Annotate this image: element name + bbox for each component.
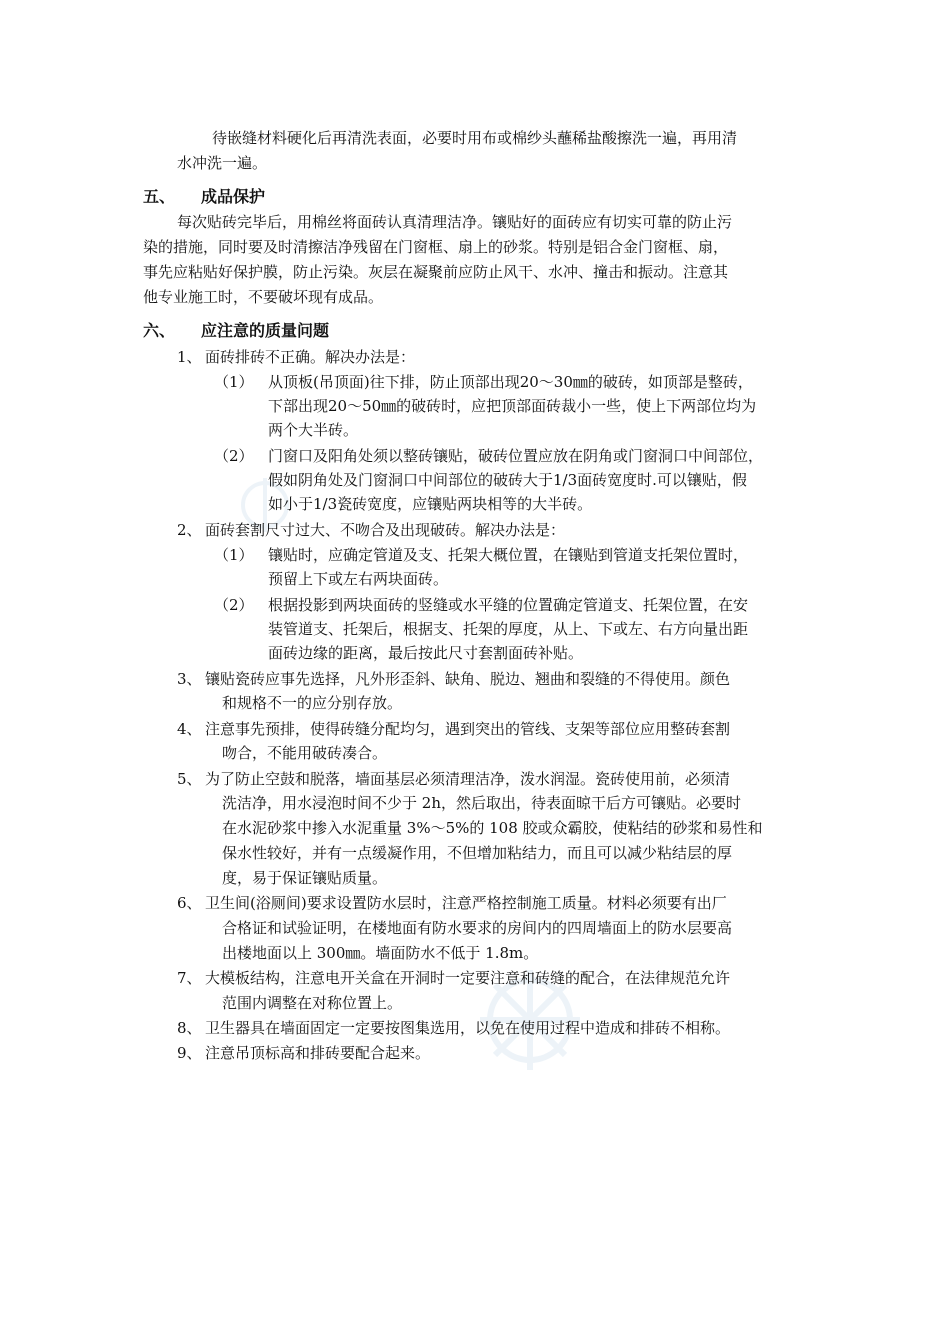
item-2-line-1: 面砖套割尺寸过大、不吻合及出现破砖。解决办法是：	[205, 521, 566, 539]
item-4-number: 4、	[177, 720, 202, 738]
item-7-number: 7、	[177, 969, 202, 987]
item-4-line-2: 吻合，不能用破砖凑合。	[222, 744, 388, 762]
item-2-sub-2-line-3: 面砖边缘的距离，最后按此尺寸套割面砖补贴。	[268, 644, 584, 662]
section-5-heading	[143, 186, 265, 208]
item-5-line-3: 在水泥砂浆中掺入水泥重量 3%～5%的 108 胶或众霸胶，使粘结的砂浆和易性和	[222, 819, 763, 837]
item-2-sub-2-number: （2）	[214, 596, 254, 614]
section-6-title: 应注意的质量问题	[201, 321, 330, 340]
item-1-sub-2-number: （2）	[214, 447, 254, 465]
item-2-sub-1-line-2: 预留上下或左右两块面砖。	[268, 570, 449, 588]
item-7-line-1: 大模板结构，注意电开关盒在开洞时一定要注意和砖缝的配合，在法律规范允许	[205, 969, 731, 987]
item-5-number: 5、	[177, 770, 202, 788]
item-2-sub-1-line-1: 镶贴时，应确定管道及支、托架大概位置，在镶贴到管道支托架位置时，	[268, 546, 749, 564]
item-1-sub-2-line-1: 门窗口及阳角处须以整砖镶贴，破砖位置应放在阴角或门窗洞口中间部位，	[268, 447, 764, 465]
intro-line-1: 待嵌缝材料硬化后再清洗表面，必要时用布或棉纱头蘸稀盐酸擦洗一遍，再用清	[212, 129, 738, 147]
item-6-number: 6、	[177, 894, 202, 912]
item-9-number: 9、	[177, 1044, 202, 1062]
item-3-line-1: 镶贴瓷砖应事先选择，凡外形歪斜、缺角、脱边、翘曲和裂缝的不得使用。颜色	[205, 670, 731, 688]
item-3-line-2: 和规格不一的应分别存放。	[222, 694, 403, 712]
item-4-line-1: 注意事先预排，使得砖缝分配均匀，遇到突出的管线、支架等部位应用整砖套割	[205, 720, 731, 738]
section-5-line-3: 事先应粘贴好保护膜，防止污染。灰层在凝聚前应防止风干、水冲、撞击和振动。注意其	[143, 263, 729, 281]
section-5-line-1: 每次贴砖完毕后，用棉丝将面砖认真清理洁净。镶贴好的面砖应有切实可靠的防止污	[177, 213, 733, 231]
item-1-sub-1-line-1: 从顶板(吊顶面)往下排，防止顶部出现20～30㎜的破砖，如顶部是整砖，	[268, 373, 753, 391]
item-2-sub-2-line-1: 根据投影到两块面砖的竖缝或水平缝的位置确定管道支、托架位置，在安	[268, 596, 749, 614]
item-2-sub-2-line-2: 装管道支、托架后，根据支、托架的厚度，从上、下或左、右方向量出距	[268, 620, 749, 638]
item-2-number: 2、	[177, 521, 202, 539]
section-5-line-4: 他专业施工时，不要破坏现有成品。	[143, 288, 384, 306]
item-1-sub-1-number: （1）	[214, 373, 254, 391]
section-5-line-2: 染的措施，同时要及时清擦洁净残留在门窗框、扇上的砂浆。特别是铝合金门窗框、扇，	[143, 238, 729, 256]
item-5-line-1: 为了防止空鼓和脱落，墙面基层必须清理洁净，泼水润湿。瓷砖使用前，必须清	[205, 770, 731, 788]
section-5-number: 五、	[143, 187, 176, 206]
intro-line-2: 水冲洗一遍。	[177, 154, 268, 172]
section-5-title: 成品保护	[201, 187, 266, 206]
item-5-line-5: 度，易于保证镶贴质量。	[222, 869, 388, 887]
item-9-line-1: 注意吊顶标高和排砖要配合起来。	[205, 1044, 431, 1062]
item-6-line-2: 合格证和试验证明，在楼地面有防水要求的房间内的四周墙面上的防水层要高	[222, 919, 733, 937]
item-1-sub-1-line-2: 下部出现20～50㎜的破砖时，应把顶部面砖裁小一些，使上下两部位均为	[268, 397, 757, 415]
item-6-line-1: 卫生间(浴厕间)要求设置防水层时，注意严格控制施工质量。材料必须要有出厂	[205, 894, 727, 912]
item-1-sub-2-line-3: 如小于1/3瓷砖宽度，应镶贴两块相等的大半砖。	[268, 495, 593, 513]
item-1-sub-2-line-2: 假如阴角处及门窗洞口中间部位的破砖大于1/3面砖宽度时.可以镶贴，假	[268, 471, 747, 489]
item-8-number: 8、	[177, 1019, 202, 1037]
section-6-number: 六、	[143, 321, 176, 340]
item-1-line-1: 面砖排砖不正确。解决办法是：	[205, 348, 416, 366]
item-3-number: 3、	[177, 670, 202, 688]
item-8-line-1: 卫生器具在墙面固定一定要按图集选用，以免在使用过程中造成和排砖不相称。	[205, 1019, 731, 1037]
item-5-line-4: 保水性较好，并有一点缓凝作用，不但增加粘结力，而且可以减少粘结层的厚	[222, 844, 733, 862]
item-5-line-2: 洗洁净，用水浸泡时间不少于 2h，然后取出，待表面晾干后方可镶贴。必要时	[222, 794, 741, 812]
item-1-number: 1、	[177, 348, 202, 366]
item-6-line-3: 出楼地面以上 300㎜。墙面防水不低于 1.8m。	[222, 944, 539, 962]
item-7-line-2: 范围内调整在对称位置上。	[222, 994, 403, 1012]
item-1-sub-1-line-3: 两个大半砖。	[268, 421, 359, 439]
item-2-sub-1-number: （1）	[214, 546, 254, 564]
section-6-heading	[143, 320, 329, 342]
